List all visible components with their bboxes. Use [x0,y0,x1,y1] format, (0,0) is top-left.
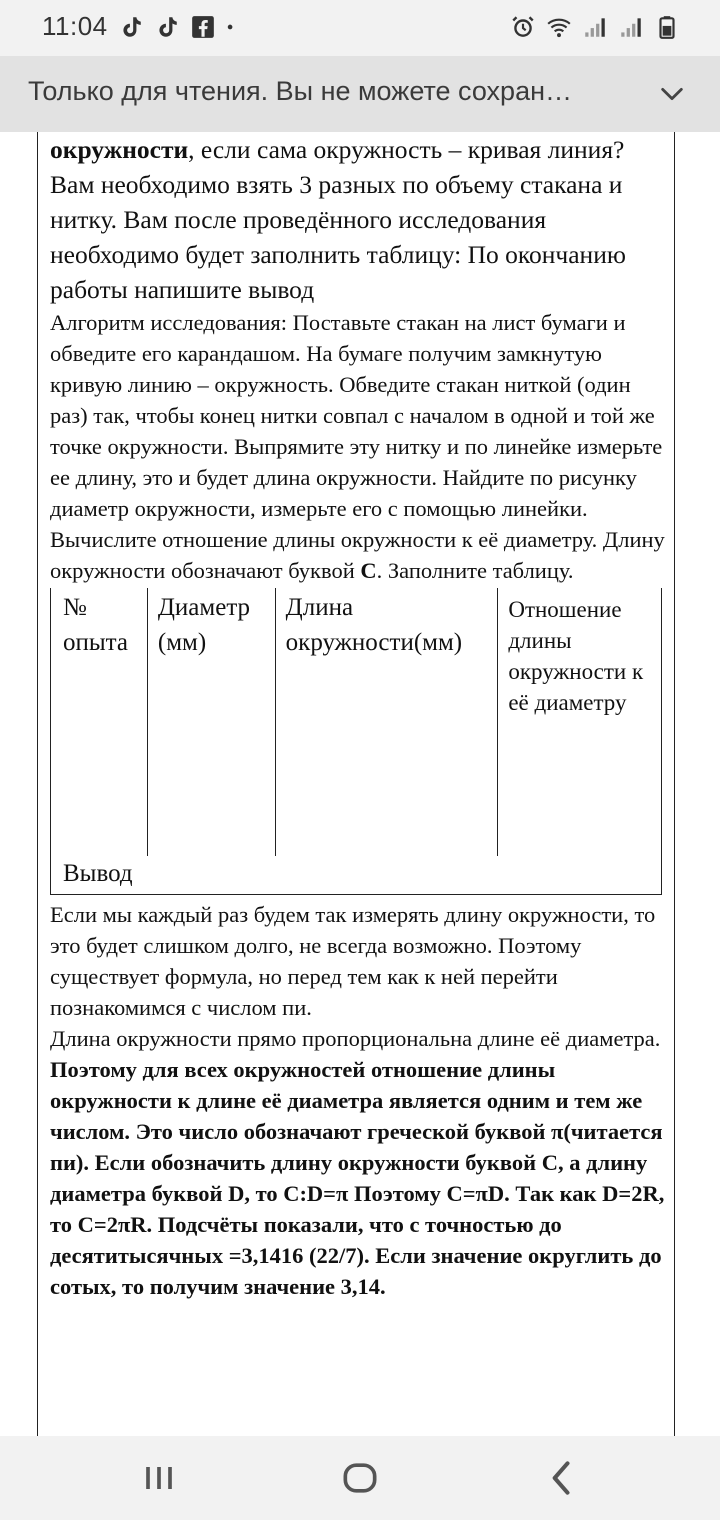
alarm-icon [510,14,536,40]
algorithm-paragraph [50,307,665,586]
facebook-icon [190,14,216,40]
conclusion-row [51,856,662,894]
question-bold: окружности [50,135,189,164]
read-only-banner[interactable] [0,56,720,132]
table-cell [147,748,275,784]
conclusion-label: Вывод [51,856,662,894]
table-cell [51,748,148,784]
algorithm-letter: С [360,558,377,583]
home-icon[interactable] [338,1456,382,1500]
table-cell [498,820,662,856]
pi-intro: Длина окружности прямо пропорциональна длине её диаметра. [50,1025,661,1051]
table-cell [498,784,662,820]
question-text [50,132,665,167]
status-time: 11:04 [42,11,108,41]
pi-definition: Поэтому для всех окружностей отношение длины окружности к длине её диаметра является одним и тем же числом. Это число обозначают греческой буквой π(читается пи). Если обозначить длину окружности буквой C, а длину диаметра буквой D, то C:D=π Поэтому C=πD. Так как D=2R, то C=2πR. Подсчёты показали, что с точностью до десятитысячных =3,1416 (22/7). Если значение округлить до сотых, то получим значение 3,14. [50,1056,665,1299]
tiktok-icon [118,14,144,40]
question-rest: , если сама окружность – кривая линия? [188,135,625,164]
table-header-cell: № опыта [51,588,148,748]
signal-icon [582,14,608,40]
explanation-paragraph: Если мы каждый раз будем так измерять длину окружности, то это будет слишком долго, не всегда возможно. Поэтому существует формула, но перед тем как к ней перейти познакомимся с числом пи. [50,901,656,1020]
table-cell [498,748,662,784]
back-icon[interactable] [540,1456,584,1500]
table-row [51,784,662,820]
table-cell [275,784,498,820]
chevron-down-icon[interactable] [658,80,686,108]
tiktok-icon [154,14,180,40]
table-cell [51,820,148,856]
table-cell [275,748,498,784]
table-cell [51,784,148,820]
navigation-bar [0,1436,720,1520]
battery-icon [654,14,680,40]
dot-icon [226,14,240,40]
algorithm-end: . Заполните таблицу. [376,558,574,583]
document-content [50,132,665,1302]
document-viewer[interactable] [0,132,720,1436]
table-cell [147,820,275,856]
table-cell [147,784,275,820]
wifi-icon [546,14,572,40]
algorithm-text: Алгоритм исследования: Поставьте стакан на лист бумаги и обведите его карандашом. На бумаге получим замкнутую кривую линию – окружность. Обведите стакан ниткой (один раз) так, чтобы конец нитки совпал с началом в одной и той же точке окружности. Выпрямите эту нитку и по линейке измерьте ее длину, это и будет длина окружности. Найдите по рисунку диаметр окружности, измерьте его с помощью линейки. Вычислите отношение длины окружности к её диаметру. Длину окружности обозначают буквой [50,310,665,583]
table-cell [275,820,498,856]
status-bar [0,0,720,56]
intro-paragraph: Вам необходимо взять 3 разных по объему стакана и нитку. Вам после проведённого исследования необходимо будет заполнить таблицу: По окончанию работы напишите вывод [50,170,626,304]
notification-icons [118,14,240,40]
recent-apps-icon[interactable] [137,1456,181,1500]
signal-icon [618,14,644,40]
experiment-table [50,588,662,895]
table-header-cell: Длина окружности(мм) [275,588,498,748]
table-row [51,820,662,856]
table-header-cell: Отношение длины окружности к её диаметру [498,588,662,748]
table-header-cell: Диаметр (мм) [147,588,275,748]
pi-paragraph [50,1023,665,1302]
table-header-row [51,588,662,748]
table-row [51,748,662,784]
system-icons [510,14,680,40]
read-only-message: Только для чтения. Вы не можете сохран… [28,76,572,106]
